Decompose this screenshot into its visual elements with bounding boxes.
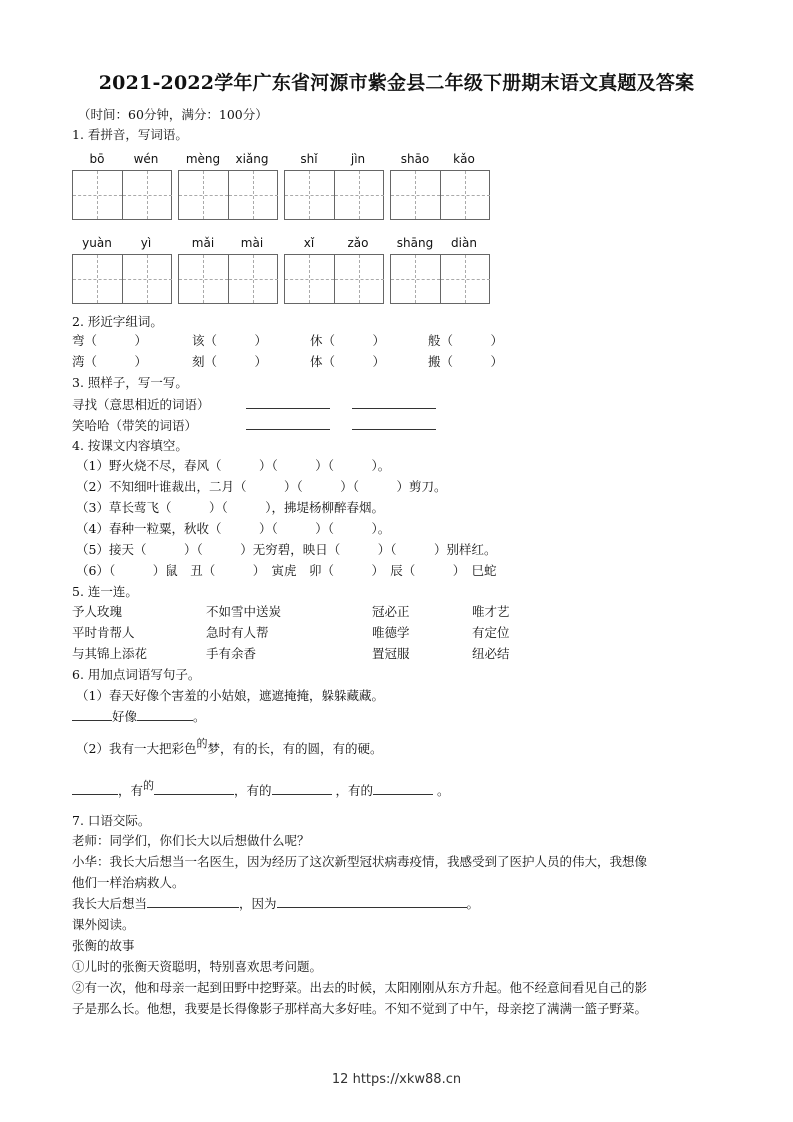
q7-teacher: 老师：同学们，你们长大以后想做什么呢？	[72, 833, 310, 848]
q7-text: ，因为	[239, 896, 277, 911]
pinyin: yuàn	[82, 236, 112, 250]
answer-blank[interactable]	[72, 708, 112, 721]
write-box[interactable]	[72, 254, 172, 304]
pinyin: diàn	[451, 236, 477, 250]
q1-heading: 1. 看拼音，写词语。	[72, 127, 188, 142]
story-paragraph-2b: 子是那么长。他想，我要是长得像影子那样高大多好哇。不知不觉到了中午，母亲挖了满满一篮子野菜。	[72, 1001, 648, 1016]
pinyin: mèng	[185, 152, 221, 166]
write-box[interactable]	[72, 170, 172, 220]
q4-line: （1）野火烧不尽，春风（ ）（ ）（ ）。	[76, 458, 391, 473]
q4-line: （5）接天（ ）（ ）无穷碧，映日（ ）（ ）别样红。	[76, 542, 497, 557]
page-title: 2021-2022学年广东省河源市紫金县二年级下册期末语文真题及答案	[98, 72, 695, 94]
story-paragraph-2a: ②有一次，他和母亲一起到田野中挖野菜。出去的时候，太阳刚刚从东方升起。他不经意间看见自己的影	[72, 980, 648, 995]
q6-heading: 6. 用加点词语写句子。	[72, 667, 201, 682]
q6-s2-dot-char: 的	[143, 779, 155, 792]
exam-info: （时间：60分钟，满分：100分）	[78, 107, 268, 122]
write-box[interactable]	[390, 170, 490, 220]
pinyin: mǎi	[191, 236, 215, 250]
q4-line: （4）春种一粒粟，秋收（ ）（ ）（ ）。	[76, 521, 391, 536]
answer-blank[interactable]	[277, 895, 467, 908]
write-box[interactable]	[178, 170, 278, 220]
q3-item-2: 笑哈哈（带笑的词语）	[72, 418, 198, 433]
q7-xiaohua-1: 小华：我长大后想当一名医生，因为经历了这次新型冠状病毒疫情，我感受到了医护人员的伟大，我想像	[72, 854, 648, 869]
write-box[interactable]	[178, 254, 278, 304]
write-box[interactable]	[284, 170, 384, 220]
q4-line: （3）草长莺飞（ ）（ ），拂堤杨柳醉春烟。	[76, 500, 384, 515]
q2-item: 休（ ）	[310, 333, 386, 348]
pinyin: xiǎng	[235, 152, 269, 166]
pinyin: shǐ	[300, 152, 318, 166]
match-item[interactable]: 不如雪中送炭	[206, 604, 282, 619]
pinyin: kǎo	[453, 152, 475, 166]
q2-item: 体（ ）	[310, 354, 386, 369]
pinyin: jìn	[350, 152, 366, 166]
story-paragraph-1: ①儿时的张衡天资聪明，特别喜欢思考问题。	[72, 959, 323, 974]
q7-heading: 7. 口语交际。	[72, 813, 151, 828]
answer-blank[interactable]	[272, 782, 332, 795]
answer-blank[interactable]	[72, 782, 118, 795]
match-item[interactable]: 冠必正	[372, 604, 410, 619]
write-box[interactable]	[284, 254, 384, 304]
pinyin: yì	[140, 236, 152, 250]
match-item[interactable]: 予人玫瑰	[72, 604, 123, 619]
match-item[interactable]: 置冠服	[372, 646, 410, 661]
match-item[interactable]: 唯德学	[372, 625, 410, 640]
pinyin-row-1	[72, 152, 492, 172]
match-item[interactable]: 平时肯帮人	[72, 625, 135, 640]
q3-heading: 3. 照样子，写一写。	[72, 375, 188, 390]
answer-blank[interactable]	[154, 782, 234, 795]
q2-item: 搬（ ）	[428, 354, 504, 369]
pinyin-row-2	[72, 236, 492, 256]
pinyin: zǎo	[347, 236, 369, 250]
pinyin: xǐ	[303, 236, 315, 250]
q2-item: 湾（ ）	[72, 354, 148, 369]
match-item[interactable]: 手有余香	[206, 646, 257, 661]
q6-text: ，有的	[335, 783, 374, 798]
answer-blank[interactable]	[246, 417, 330, 435]
story-title: 张衡的故事	[72, 938, 135, 953]
pinyin: shāng	[396, 236, 434, 250]
q2-item: 刻（ ）	[192, 354, 268, 369]
match-item[interactable]: 纽必结	[472, 646, 510, 661]
q3-item-1: 寻找（意思相近的词语）	[72, 397, 210, 412]
q4-line: （6）（ ）鼠 丑（ ） 寅虎 卯（ ） 辰（ ） 巳蛇	[76, 563, 497, 578]
q2-item: 弯（ ）	[72, 333, 148, 348]
reading-heading: 课外阅读。	[72, 917, 135, 932]
q6-text: ，有的	[234, 783, 272, 798]
q5-heading: 5. 连一连。	[72, 584, 138, 599]
match-item[interactable]: 急时有人帮	[206, 625, 269, 640]
q6-s2-dot-char: 的	[196, 737, 208, 750]
page-footer: 12 https://xkw88.cn	[331, 1072, 462, 1087]
q2-item: 该（ ）	[192, 333, 268, 348]
answer-blank[interactable]	[352, 417, 436, 435]
q6-sentence-2	[76, 737, 383, 759]
q4-line: （2）不知细叶谁裁出，二月（ ）（ ）（ ）剪刀。	[76, 479, 447, 494]
q7-answer: 我长大后想当 ，因为 。	[72, 896, 480, 911]
write-box[interactable]	[390, 254, 490, 304]
match-item[interactable]: 有定位	[472, 625, 510, 640]
q7-xiaohua-2: 他们一样治病救人。	[72, 875, 185, 890]
q4-heading: 4. 按课文内容填空。	[72, 438, 188, 453]
match-item[interactable]: 唯才艺	[472, 604, 510, 619]
answer-blank[interactable]	[352, 396, 436, 414]
q6-s2-part: 梦，有的长，有的圆，有的硬。	[207, 741, 383, 756]
q2-item: 般（ ）	[428, 333, 504, 348]
pinyin: mài	[240, 236, 264, 250]
q2-heading: 2. 形近字组词。	[72, 314, 163, 329]
match-item[interactable]: 与其锦上添花	[72, 646, 148, 661]
answer-blank[interactable]	[246, 396, 330, 414]
q6-word: 好像	[112, 709, 138, 724]
pinyin: shāo	[400, 152, 430, 166]
answer-blank[interactable]	[147, 895, 239, 908]
q7-text: 我长大后想当	[72, 896, 148, 911]
pinyin: wén	[133, 152, 159, 166]
q6-sentence-1: （1）春天好像个害羞的小姑娘，遮遮掩掩，躲躲藏藏。	[76, 688, 384, 703]
answer-blank[interactable]	[137, 708, 193, 721]
pinyin: bō	[89, 152, 105, 166]
q6-answer-1: 好像 。	[72, 708, 206, 726]
q6-s2-part: （2）我有一大把彩色	[76, 741, 197, 756]
answer-blank[interactable]	[373, 782, 433, 795]
q6-text: ，有	[118, 783, 144, 798]
q6-answer-2: ，有的 ，有的 ，有的 。	[72, 782, 450, 801]
